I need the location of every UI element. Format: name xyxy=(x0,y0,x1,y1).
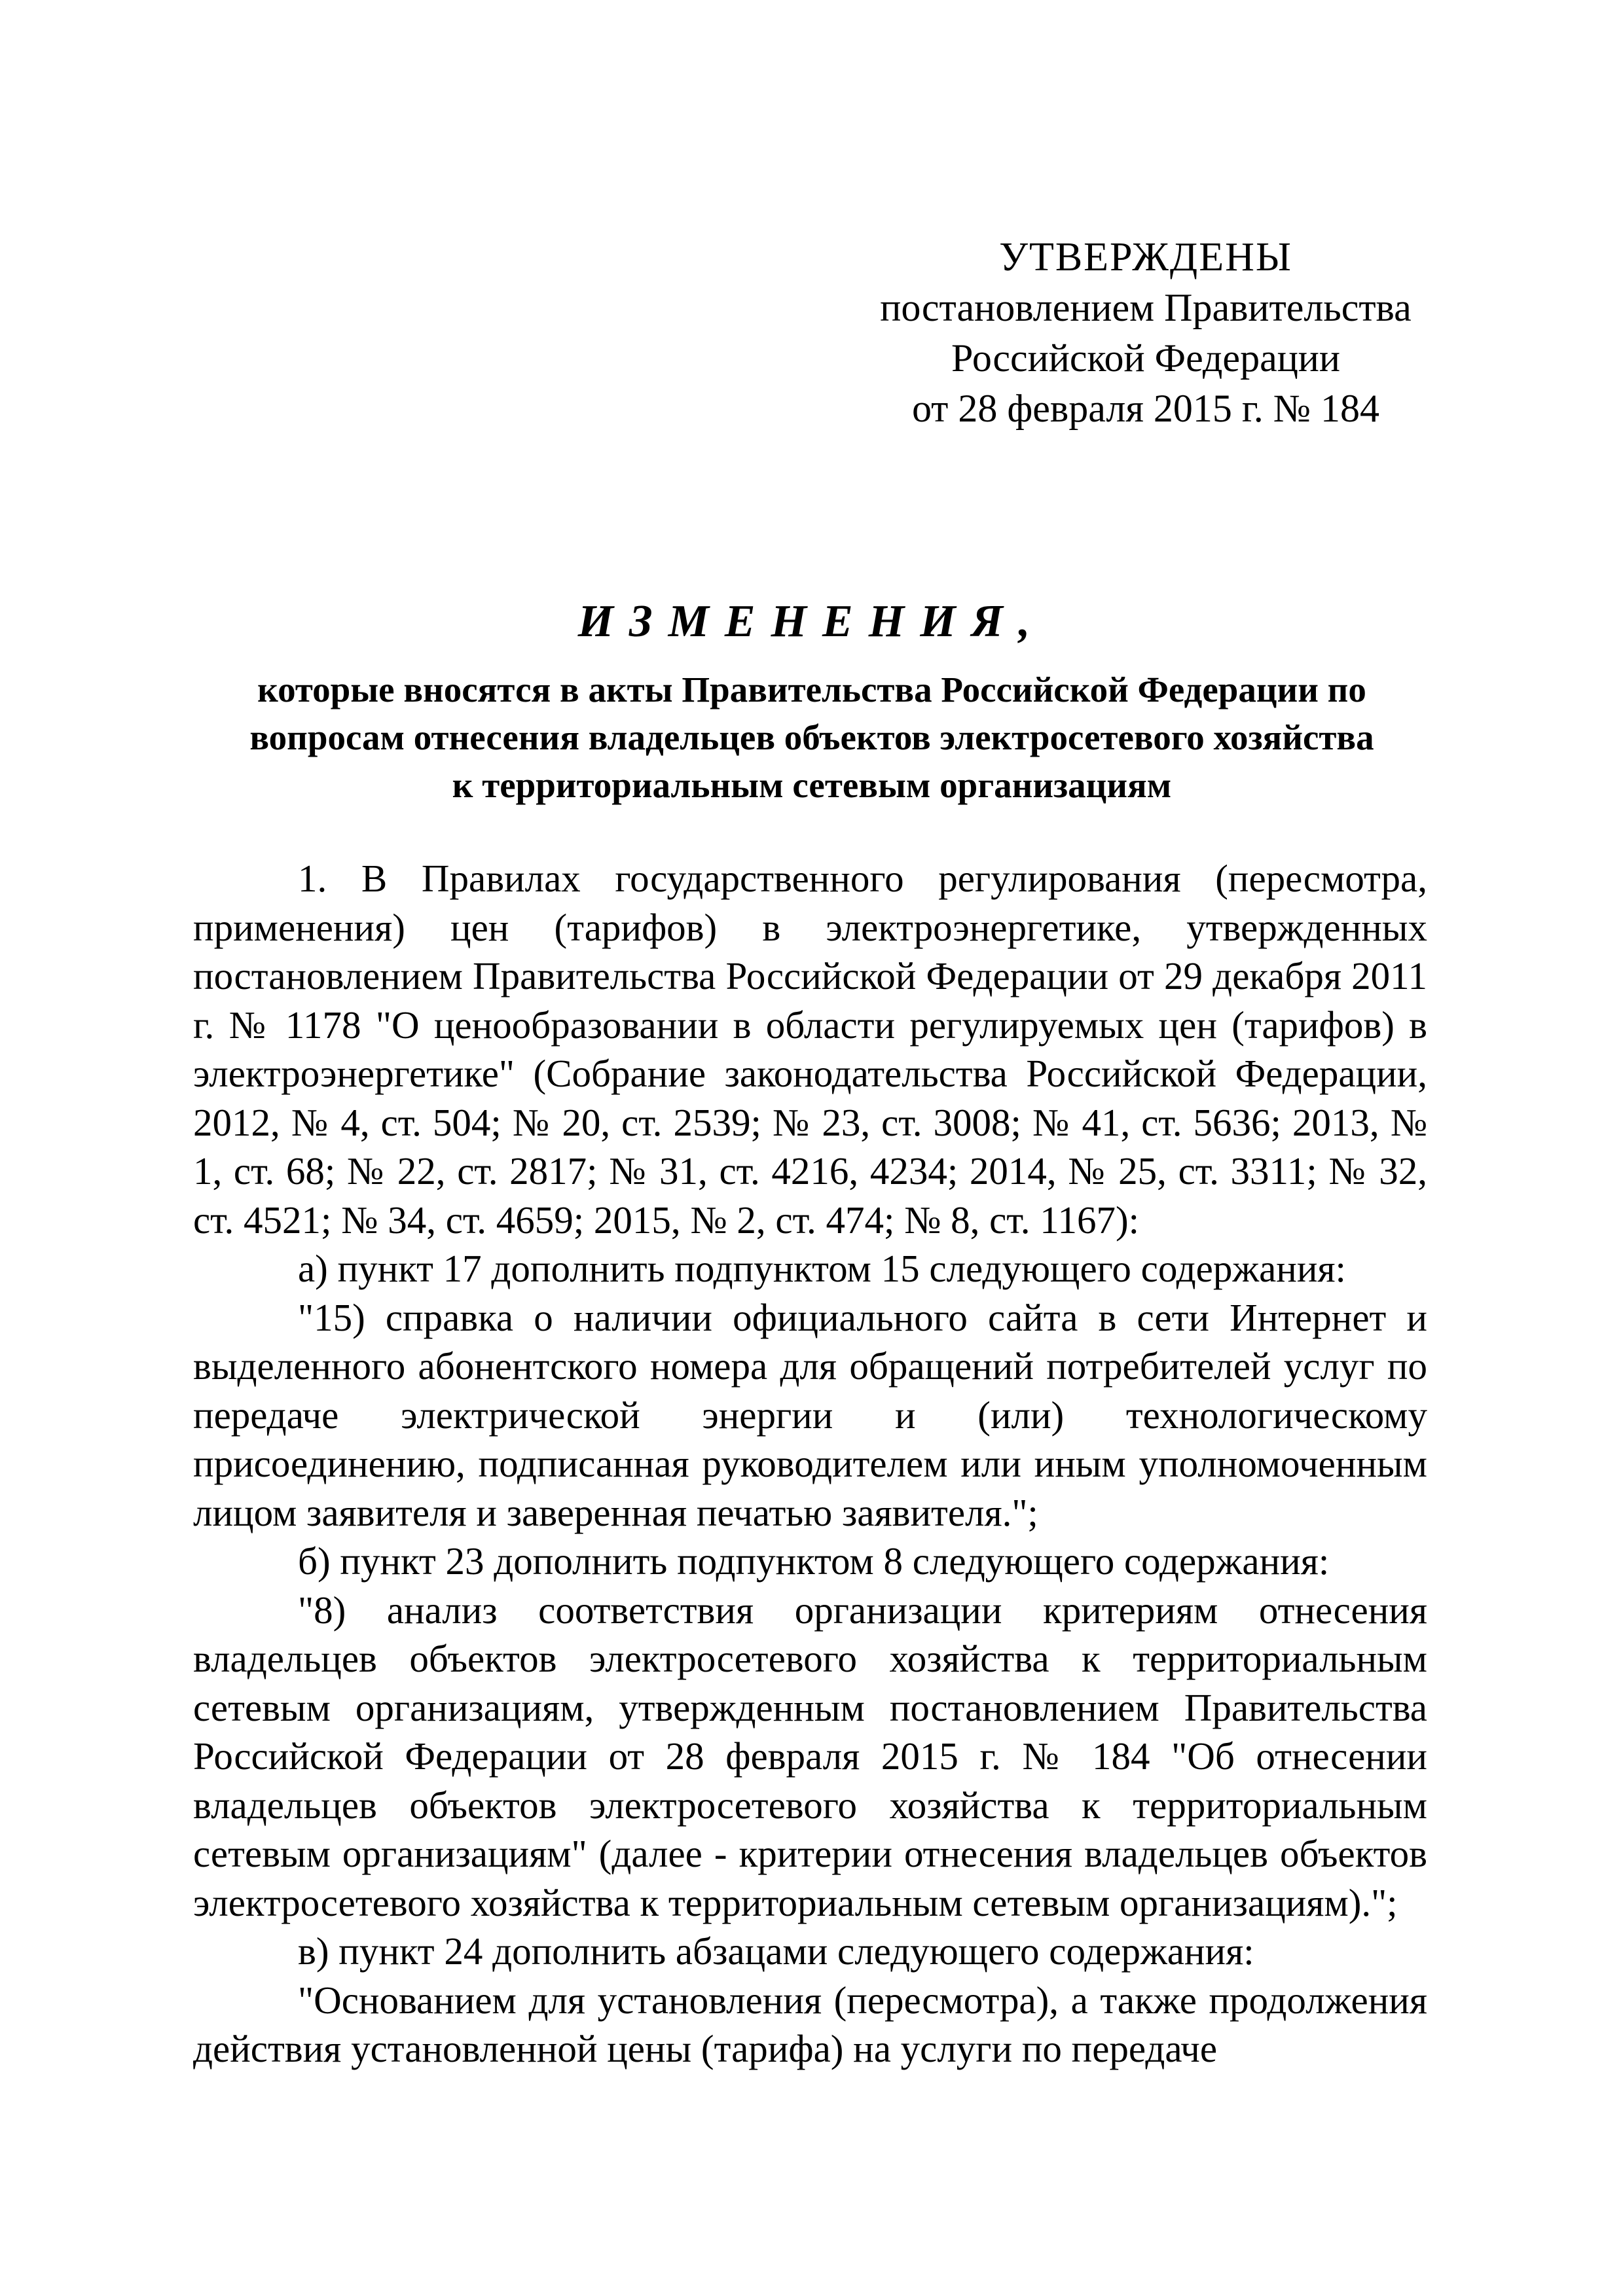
body-paragraph: б) пункт 23 дополнить подпунктом 8 следующего содержания: xyxy=(298,1539,1330,1583)
approval-line: Российской Федерации xyxy=(951,336,1341,380)
approval-title: УТВЕРЖДЕНЫ xyxy=(999,235,1292,279)
body-paragraph: "15) справка о наличии официального сайта в сети Интернет и выделенного абонентского номера для обращений потребителей услуг по передаче электрической энергии и (или) технологическому присоединению, подписанная руководителем или иным уполномоченным лицом заявителя и заверенная печатью заявителя."; xyxy=(193,1295,1427,1534)
document-subtitle-line: вопросам отнесения владельцев объектов электросетевого хозяйства xyxy=(249,717,1374,757)
body-paragraph: "Основанием для установления (пересмотра), а также продолжения действия установленной цены (тарифа) на услуги по передаче xyxy=(193,1978,1427,2070)
document-subtitle-line: которые вносятся в акты Правительства Российской Федерации по xyxy=(257,670,1366,709)
document-subtitle-line: к территориальным сетевым организациям xyxy=(452,765,1172,805)
approval-line: от 28 февраля 2015 г. № 184 xyxy=(911,387,1380,430)
document-title: ИЗМЕНЕНИЯ, xyxy=(577,596,1046,647)
approval-block xyxy=(851,232,1440,434)
body-paragraph: 1. В Правилах государственного регулирования (пересмотра, применения) цен (тарифов) в электроэнергетике, утвержденных постановлением Правительства Российской Федерации от 29 декабря 2011 г. № 1178 "О ценообразовании в области регулируемых цен (тарифов) в электроэнергетике" (Собрание законодательства Российской Федерации, 2012, № 4, ст. 504; № 20, ст. 2539; № 23, ст. 3008; № 41, ст. 5636; 2013, № 1, ст. 68; № 22, ст. 2817; № 31, ст. 4216, 4234; 2014, № 25, ст. 3311; № 32, ст. 4521; № 34, ст. 4659; 2015, № 2, ст. 474; № 8, ст. 1167): xyxy=(193,857,1427,1242)
body-paragraph: а) пункт 17 дополнить подпунктом 15 следующего содержания: xyxy=(298,1247,1346,1290)
body-paragraph: в) пункт 24 дополнить абзацами следующего содержания: xyxy=(298,1929,1254,1973)
approval-line: постановлением Правительства xyxy=(880,286,1412,329)
body-paragraph: "8) анализ соответствия организации критериям отнесения владельцев объектов электросетевого хозяйства к территориальным сетевым организациям, утвержденным постановлением Правительства Российской Федерации от 28 февраля 2015 г. № 184 "Об отнесении владельцев объектов электросетевого хозяйства к территориальным сетевым организациям" (далее - критерии отнесения владельцев объектов электросетевого хозяйства к территориальным сетевым организациям)."; xyxy=(193,1588,1427,1924)
document-body xyxy=(193,854,1427,2073)
document-heading xyxy=(190,592,1434,809)
